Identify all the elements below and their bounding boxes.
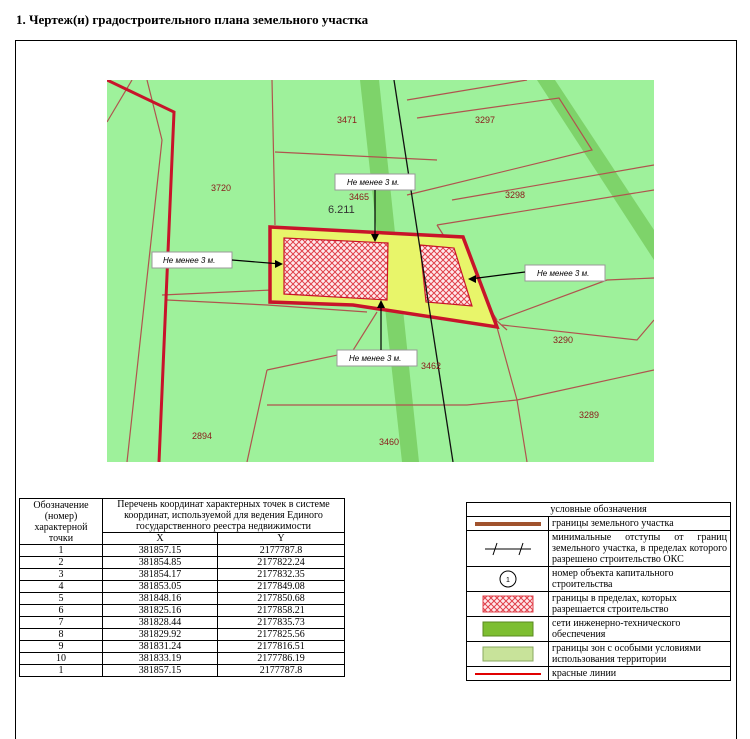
coord-row bbox=[20, 557, 345, 569]
coord-x: 381848.16 bbox=[103, 593, 218, 605]
legend-label: сети инженерно-технического обеспечения bbox=[549, 617, 731, 642]
coord-x: 381833.19 bbox=[103, 653, 218, 665]
point-number: 7 bbox=[20, 617, 103, 629]
coord-y: 2177816.51 bbox=[217, 641, 344, 653]
header-y: Y bbox=[217, 533, 344, 545]
point-number: 6 bbox=[20, 605, 103, 617]
parcel-label: 3297 bbox=[475, 115, 496, 125]
legend-label: минимальные отступы от границ земельного участка, в пределах которого разрешено строительство ОКС bbox=[549, 531, 731, 567]
callout-text: Не менее 3 м. bbox=[537, 269, 590, 278]
coord-x: 381825.16 bbox=[103, 605, 218, 617]
setback-line-icon bbox=[483, 539, 533, 559]
special-zone-icon bbox=[482, 646, 534, 662]
parcel-label: 3298 bbox=[505, 190, 526, 200]
coord-row bbox=[20, 545, 345, 557]
parcel-boundary-icon bbox=[475, 520, 541, 528]
parcel-label: 3720 bbox=[211, 183, 232, 193]
legend-row bbox=[467, 642, 731, 667]
coord-y: 2177822.24 bbox=[217, 557, 344, 569]
parcel-label: 2894 bbox=[192, 431, 213, 441]
point-number: 2 bbox=[20, 557, 103, 569]
callout-text: Не менее 3 м. bbox=[347, 178, 400, 187]
legend-label: границы в пределах, которых разрешается строительство bbox=[549, 592, 731, 617]
coord-x: 381854.85 bbox=[103, 557, 218, 569]
point-number: 8 bbox=[20, 629, 103, 641]
coord-y: 2177832.35 bbox=[217, 569, 344, 581]
coord-body bbox=[20, 545, 345, 677]
coord-x: 381828.44 bbox=[103, 617, 218, 629]
parcel-label: 3460 bbox=[379, 437, 400, 447]
coord-x: 381854.17 bbox=[103, 569, 218, 581]
coord-x: 381829.92 bbox=[103, 629, 218, 641]
utility-network-icon bbox=[482, 621, 534, 637]
coord-y: 2177825.56 bbox=[217, 629, 344, 641]
coord-row bbox=[20, 641, 345, 653]
callout-text: Не менее 3 м. bbox=[163, 256, 216, 265]
legend-row bbox=[467, 667, 731, 681]
header-list: Перечень координат характерных точек в системе координат, используемой для ведения Единого государственного реестра недвижимости bbox=[103, 499, 345, 533]
point-number: 1 bbox=[20, 545, 103, 557]
callout-text: Не менее 3 м. bbox=[349, 354, 402, 363]
legend-label: красные линии bbox=[549, 667, 731, 681]
legend-row bbox=[467, 531, 731, 567]
header-point: Обозначение (номер) характерной точки bbox=[20, 499, 103, 545]
site-plan-map bbox=[107, 80, 654, 462]
coord-y: 2177786.19 bbox=[217, 653, 344, 665]
coord-x: 381853.05 bbox=[103, 581, 218, 593]
legend-row bbox=[467, 617, 731, 642]
coord-header-row bbox=[20, 499, 345, 533]
legend-title: условные обозначения bbox=[467, 503, 731, 517]
legend-label: границы земельного участка bbox=[549, 517, 731, 531]
coordinates-table bbox=[19, 498, 345, 677]
coord-row bbox=[20, 617, 345, 629]
lot-number: 6.211 bbox=[328, 204, 355, 216]
parcel-label: 3289 bbox=[579, 410, 600, 420]
coord-x: 381831.24 bbox=[103, 641, 218, 653]
parcel-label: 3471 bbox=[337, 115, 358, 125]
coord-row bbox=[20, 593, 345, 605]
header-x: X bbox=[103, 533, 218, 545]
legend-label: границы зон с особыми условиями использования территории bbox=[549, 642, 731, 667]
parcel-label: 3290 bbox=[553, 335, 574, 345]
coord-x: 381857.15 bbox=[103, 545, 218, 557]
coord-y: 2177787.8 bbox=[217, 545, 344, 557]
point-number: 5 bbox=[20, 593, 103, 605]
coord-x: 381857.15 bbox=[103, 665, 218, 677]
parcel-label: 3462 bbox=[421, 361, 442, 371]
legend-label: номер объекта капитального строительства bbox=[549, 567, 731, 592]
coord-y: 2177849.08 bbox=[217, 581, 344, 593]
buildable-area-left bbox=[284, 238, 388, 300]
point-number: 10 bbox=[20, 653, 103, 665]
legend-row bbox=[467, 517, 731, 531]
parcel-label: 3465 bbox=[349, 192, 370, 202]
coord-row bbox=[20, 581, 345, 593]
coord-y: 2177787.8 bbox=[217, 665, 344, 677]
coord-row bbox=[20, 653, 345, 665]
hatched-area-icon bbox=[482, 595, 534, 613]
coord-y: 2177835.73 bbox=[217, 617, 344, 629]
legend-table bbox=[466, 502, 731, 681]
point-number: 4 bbox=[20, 581, 103, 593]
coord-y: 2177858.21 bbox=[217, 605, 344, 617]
coord-row bbox=[20, 605, 345, 617]
red-line-icon bbox=[475, 671, 541, 677]
point-number: 1 bbox=[20, 665, 103, 677]
svg-text:1: 1 bbox=[505, 577, 510, 584]
legend-row bbox=[467, 567, 731, 592]
point-number: 9 bbox=[20, 641, 103, 653]
coord-row bbox=[20, 665, 345, 677]
coord-y: 2177850.68 bbox=[217, 593, 344, 605]
coord-row bbox=[20, 629, 345, 641]
coord-row bbox=[20, 569, 345, 581]
capital-object-icon bbox=[498, 569, 518, 589]
point-number: 3 bbox=[20, 569, 103, 581]
legend-row bbox=[467, 592, 731, 617]
page-title: 1. Чертеж(и) градостроительного плана земельного участка bbox=[16, 12, 369, 27]
